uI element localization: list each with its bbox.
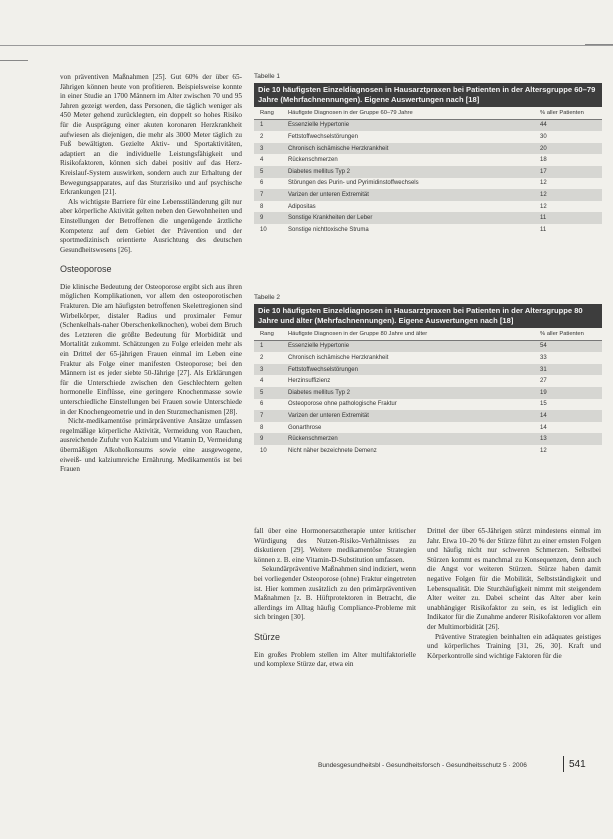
cell-rank: 4 <box>260 157 264 164</box>
cell-percent: 31 <box>540 366 547 373</box>
cell-percent: 14 <box>540 412 547 419</box>
table-2 <box>254 304 602 457</box>
body-paragraph: Ein großes Problem stellen im Alter multifaktorielle und komplexe Stürze dar, etwa ein <box>254 650 416 669</box>
cell-diagnosis: Osteoporose ohne pathologische Fraktur <box>288 401 397 408</box>
cell-percent: 11 <box>540 215 547 222</box>
cell-diagnosis: Chronisch ischämische Herzkrankheit <box>288 145 389 152</box>
cell-diagnosis: Rückenschmerzen <box>288 436 338 443</box>
cell-percent: 54 <box>540 343 547 350</box>
cell-percent: 18 <box>540 157 547 164</box>
cell-diagnosis: Fettstoffwechselstörungen <box>288 133 358 140</box>
table-row <box>254 422 602 434</box>
cell-percent: 27 <box>540 378 547 385</box>
cell-diagnosis: Herzinsuffizienz <box>288 378 331 385</box>
cell-percent: 17 <box>540 168 547 175</box>
table-label: Tabelle 1 <box>254 73 281 80</box>
cell-diagnosis: Störungen des Purin- und Pyrimidinstoffwechsels <box>288 180 419 187</box>
col-percent: % aller Patienten <box>540 109 584 116</box>
cell-diagnosis: Nicht näher bezeichnete Demenz <box>288 447 377 454</box>
cell-percent: 33 <box>540 354 547 361</box>
table-row <box>254 212 602 224</box>
table-row <box>254 341 602 353</box>
table-row <box>254 154 602 166</box>
table-row <box>254 410 602 422</box>
cell-diagnosis: Fettstoffwechselstörungen <box>288 366 358 373</box>
cell-percent: 11 <box>540 226 547 233</box>
cell-diagnosis: Diabetes mellitus Typ 2 <box>288 168 350 175</box>
left-column <box>60 73 242 475</box>
table-row <box>254 166 602 178</box>
table-row <box>254 433 602 445</box>
table-row <box>254 445 602 457</box>
cell-diagnosis: Diabetes mellitus Typ 2 <box>288 389 350 396</box>
table-row <box>254 352 602 364</box>
cell-rank: 3 <box>260 366 264 373</box>
body-paragraph: Präventive Strategien beinhalten ein adäquates geistiges und körperliches Training [31, 26, 30]. Kraft und Körperkontrolle sind wichtige Faktoren für die <box>427 632 601 660</box>
footer-divider <box>563 756 564 772</box>
top-rule <box>0 45 613 46</box>
cell-rank: 8 <box>260 424 264 431</box>
cell-percent: 12 <box>540 180 547 187</box>
section-heading: Stürze <box>254 631 281 642</box>
body-paragraph: Nicht-medikamentöse primärpräventive Ansätze umfassen regelmäßige körperliche Aktivität, Vermeidung von Rauchen, ausreichende Zufuhr von Kalzium und Vitamin D, Vermeidung übermäßigen Alkoholkonsums sowie eine ausgewogene, eiweiß- und kalziumreiche Ernährung. Medikamentös ist bei Frauen <box>60 417 242 474</box>
table-row <box>254 364 602 376</box>
table-row <box>254 399 602 411</box>
table-row <box>254 189 602 201</box>
journal-footer: Bundesgesundheitsbl - Gesundheitsforsch - Gesundheitsschutz 5 · 2006 <box>318 762 527 769</box>
table-title: Die 10 häufigsten Einzeldiagnosen in Hausarztpraxen bei Patienten in der Altersgruppe 60–79 Jahre (Mehrfachnennungen). Eigene Auswertungen nach [18] <box>254 83 602 107</box>
table-row <box>254 143 602 155</box>
table-column-header <box>254 107 602 120</box>
cell-diagnosis: Essenzielle Hypertonie <box>288 343 350 350</box>
table-column-header <box>254 328 602 341</box>
col-diagnosis: Häufigste Diagnosen in der Gruppe 60–79 Jahre <box>288 109 413 116</box>
cell-rank: 7 <box>260 191 264 198</box>
cell-rank: 2 <box>260 354 264 361</box>
table-row <box>254 375 602 387</box>
cell-percent: 19 <box>540 389 547 396</box>
crop-mark <box>585 44 613 45</box>
body-paragraph: Die klinische Bedeutung der Osteoporose ergibt sich aus ihren möglichen Komplikationen, vor allem den osteoporotischen Frakturen. Die am häufigsten betroffenen Skelettregionen sind Wirbelkörper, distaler Radius und proximaler Femur (Schenkelhals-naher Oberschenkelknochen), wobei dem Bruch des Letzteren die größte Bedeutung für Morbidität und Mortalität zukommt. Schätzungen zu Folge erleiden mehr als ein Drittel der 65-jährigen Frauen einmal im Leben eine Fraktur als Folge einer manifesten Osteoporose; bei den Männern ist es jeder siebte 50-Jährige [27]. Als Erklärungen für die Unterschiede zwischen den Geschlechtern gelten hormonelle Einflüsse, eine geringere Knochenmasse sowie unterschiedliche Einstellungen bei Frauen sowie Unterschiede in der Knochengeometrie und in den Sturzmechanismen [28]. <box>60 282 242 416</box>
cell-percent: 30 <box>540 133 547 140</box>
crop-mark <box>0 60 28 61</box>
cell-percent: 12 <box>540 447 547 454</box>
cell-percent: 44 <box>540 122 547 129</box>
col-rank: Rang <box>260 109 274 116</box>
cell-rank: 1 <box>260 122 264 129</box>
cell-rank: 4 <box>260 378 264 385</box>
body-paragraph: von präventiven Maßnahmen [25]. Gut 60% der über 65-Jährigen können heute von profitieren. Beispielsweise konnte in einer Studie an 1700 Männern im Alter zwischen 70 und 95 Jahren gezeigt werden, dass Personen, die täglich weniger als 450 Meter gehend zurücklegten, ein doppelt so hohes Risiko für die Ausprägung einer akuten koronaren Herzkrankheit aufwiesen als diejenigen, die mehr als 3000 Meter täglich zu Fuß bewältigten. Gezielte Aktiv- und Sportaktivitäten, adaptiert an die individuelle Leistungsfähigkeit und Risikofaktoren, können sich dabei positiv auf das Herz-Kreislauf-System auswirken, sondern auch zur Erhaltung der Bewegungsapparates, auf das Sturzrisiko und auf psychische Erkrankungen [21]. <box>60 73 242 197</box>
cell-percent: 14 <box>540 424 547 431</box>
cell-diagnosis: Sonstige nichttoxische Struma <box>288 226 369 233</box>
cell-rank: 3 <box>260 145 264 152</box>
col-rank: Rang <box>260 330 274 337</box>
cell-diagnosis: Chronisch ischämische Herzkrankheit <box>288 354 389 361</box>
table-row <box>254 224 602 236</box>
table-row <box>254 120 602 132</box>
cell-rank: 9 <box>260 215 264 222</box>
body-paragraph: fall über eine Hormonersatztherapie unter kritischer Würdigung des Nutzen-Risiko-Verhältnisses zu diskutieren [29]. Weitere medikamentöse Strategien können z. B. eine Vitamin-D-Substitution umfassen. <box>254 527 416 564</box>
cell-rank: 7 <box>260 412 264 419</box>
cell-percent: 12 <box>540 203 547 210</box>
cell-rank: 5 <box>260 168 264 175</box>
col-diagnosis: Häufigste Diagnosen in der Gruppe 80 Jahre und älter <box>288 330 428 337</box>
section-heading: Osteoporose <box>60 264 112 275</box>
cell-rank: 5 <box>260 389 264 396</box>
cell-diagnosis: Essenzielle Hypertonie <box>288 122 350 129</box>
cell-diagnosis: Varizen der unteren Extremität <box>288 412 369 419</box>
cell-diagnosis: Rückenschmerzen <box>288 157 338 164</box>
cell-diagnosis: Sonstige Krankheiten der Leber <box>288 215 373 222</box>
page-number: 541 <box>569 759 586 770</box>
table-label: Tabelle 2 <box>254 294 281 301</box>
body-paragraph: Als wichtigste Barriere für eine Lebensstiländerung gilt nur aber körperliche Aktivität gelten neben den Gewohnheiten und Einstellungen der Betroffenen die ungenügende ärztliche Kompetenz auf dem Gebiet der Prävention und der sportmedizinisch orientierte Ausrichtung des deutschen Gesundheitswesens [26]. <box>60 197 242 254</box>
body-paragraph: Sekundärpräventive Maßnahmen sind indiziert, wenn bei vorliegender Osteoporose (ohne) Fraktur eingetreten ist. Hier kommen zusätzlich zu den primärpräventiven Maßnahmen [z. B. Hüftprotektoren in Betracht, die allerdings im Alltag häufig Compliance-Probleme mit sich bringen [30]. <box>254 565 416 622</box>
cell-percent: 12 <box>540 191 547 198</box>
cell-rank: 2 <box>260 133 264 140</box>
table-row <box>254 387 602 399</box>
cell-rank: 8 <box>260 203 264 210</box>
table-title: Die 10 häufigsten Einzeldiagnosen in Hausarztpraxen bei Patienten in der Altersgruppe 80 Jahre und älter (Mehrfachnennungen). Eigene Auswertungen nach [18] <box>254 304 602 328</box>
cell-percent: 13 <box>540 436 547 443</box>
table-row <box>254 201 602 213</box>
cell-rank: 6 <box>260 180 264 187</box>
cell-diagnosis: Varizen der unteren Extremität <box>288 191 369 198</box>
cell-rank: 9 <box>260 436 264 443</box>
cell-percent: 15 <box>540 401 547 408</box>
right-column <box>427 527 601 661</box>
col-percent: % aller Patienten <box>540 330 584 337</box>
body-paragraph: Drittel der über 65-Jährigen stürzt mindestens einmal im Jahr. Etwa 10–20 % der Stürze führt zu einer ernsten Folgen und häufig nicht nur schweren Schmerzen. Selbstbei Stürzen kommt es manchmal zu Konsequenzen, denn auch die Angst vor weiteren Stürzen. Stürze haben damit negative Folgen für die Mobilität, Selbstständigkeit und Lebensqualität. Die Sturzhäufigkeit nimmt mit steigendem Alter weiter zu. Dabei scheint das Alter aber kein unabhängiger Risikofaktor zu sein, es ist lediglich ein Indikator für die Zunahme anderer Risikofaktoren vor allem der Multimorbidität [26]. <box>427 527 601 631</box>
cell-percent: 20 <box>540 145 547 152</box>
cell-rank: 10 <box>260 447 267 454</box>
cell-rank: 10 <box>260 226 267 233</box>
cell-diagnosis: Adipositas <box>288 203 316 210</box>
table-row <box>254 178 602 190</box>
table-1 <box>254 83 602 236</box>
table-row <box>254 131 602 143</box>
cell-diagnosis: Gonarthrose <box>288 424 322 431</box>
cell-rank: 6 <box>260 401 264 408</box>
middle-column <box>254 527 416 670</box>
cell-rank: 1 <box>260 343 264 350</box>
